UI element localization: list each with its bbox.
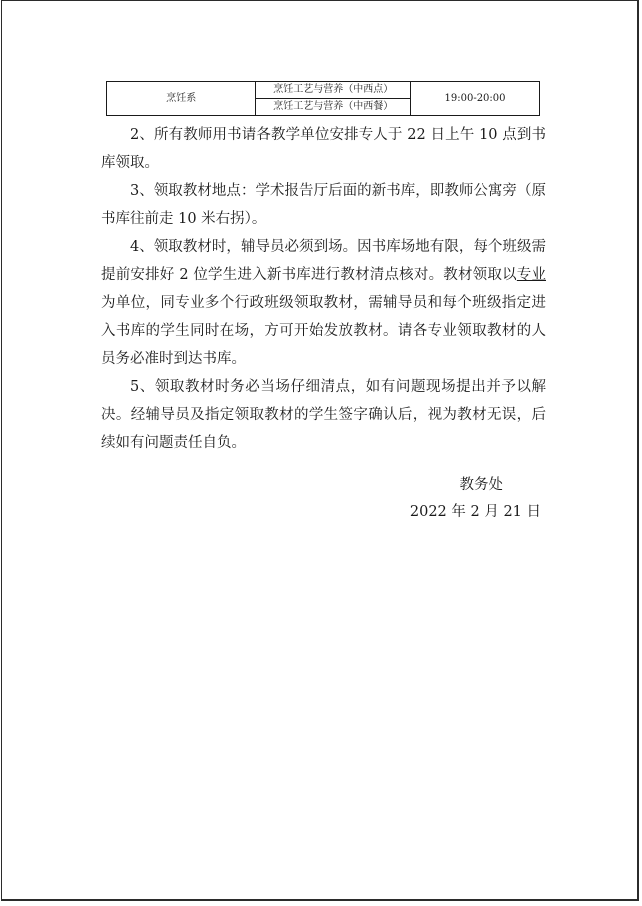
notice-body	[101, 121, 546, 457]
department-cell: 烹饪系	[107, 82, 256, 116]
paragraph-2: 2、所有教师用书请各教学单位安排专人于 22 日上午 10 点到书库领取。	[101, 127, 546, 171]
table-row	[107, 82, 540, 99]
schedule-table	[106, 81, 540, 116]
paragraph-4-part-1: 4、领取教材时，辅导员必须到场。因书库场地有限，每个班级需提前安排好 2 位学生进入新书库进行教材清点核对。教材领取以	[101, 239, 546, 283]
paragraph-3: 3、领取教材地点：学术报告厅后面的新书库，即教师公寓旁（原书库往前走 10 米右拐）。	[101, 183, 546, 227]
course-cell: 烹饪工艺与营养（中西点）	[256, 82, 411, 99]
underlined-major: 专业	[516, 267, 546, 283]
course-cell: 烹饪工艺与营养（中西餐）	[256, 99, 411, 116]
paragraph-4	[101, 233, 546, 373]
paragraph-5: 5、领取教材时务必当场仔细清点，如有问题现场提出并予以解决。经辅导员及指定领取教材的学生签字确认后，视为教材无误，后续如有问题责任自负。	[101, 379, 546, 451]
issue-date: 2022 年 2 月 21 日	[409, 504, 541, 520]
issuing-office: 教务处	[459, 477, 503, 493]
time-cell: 19:00-20:00	[411, 82, 540, 116]
document-page	[1, 0, 639, 901]
paragraph-4-part-2: 为单位，同专业多个行政班级领取教材，需辅导员和每个班级指定进入书库的学生同时在场，方可开始发放教材。请各专业领取教材的人员务必准时到达书库。	[101, 295, 546, 367]
